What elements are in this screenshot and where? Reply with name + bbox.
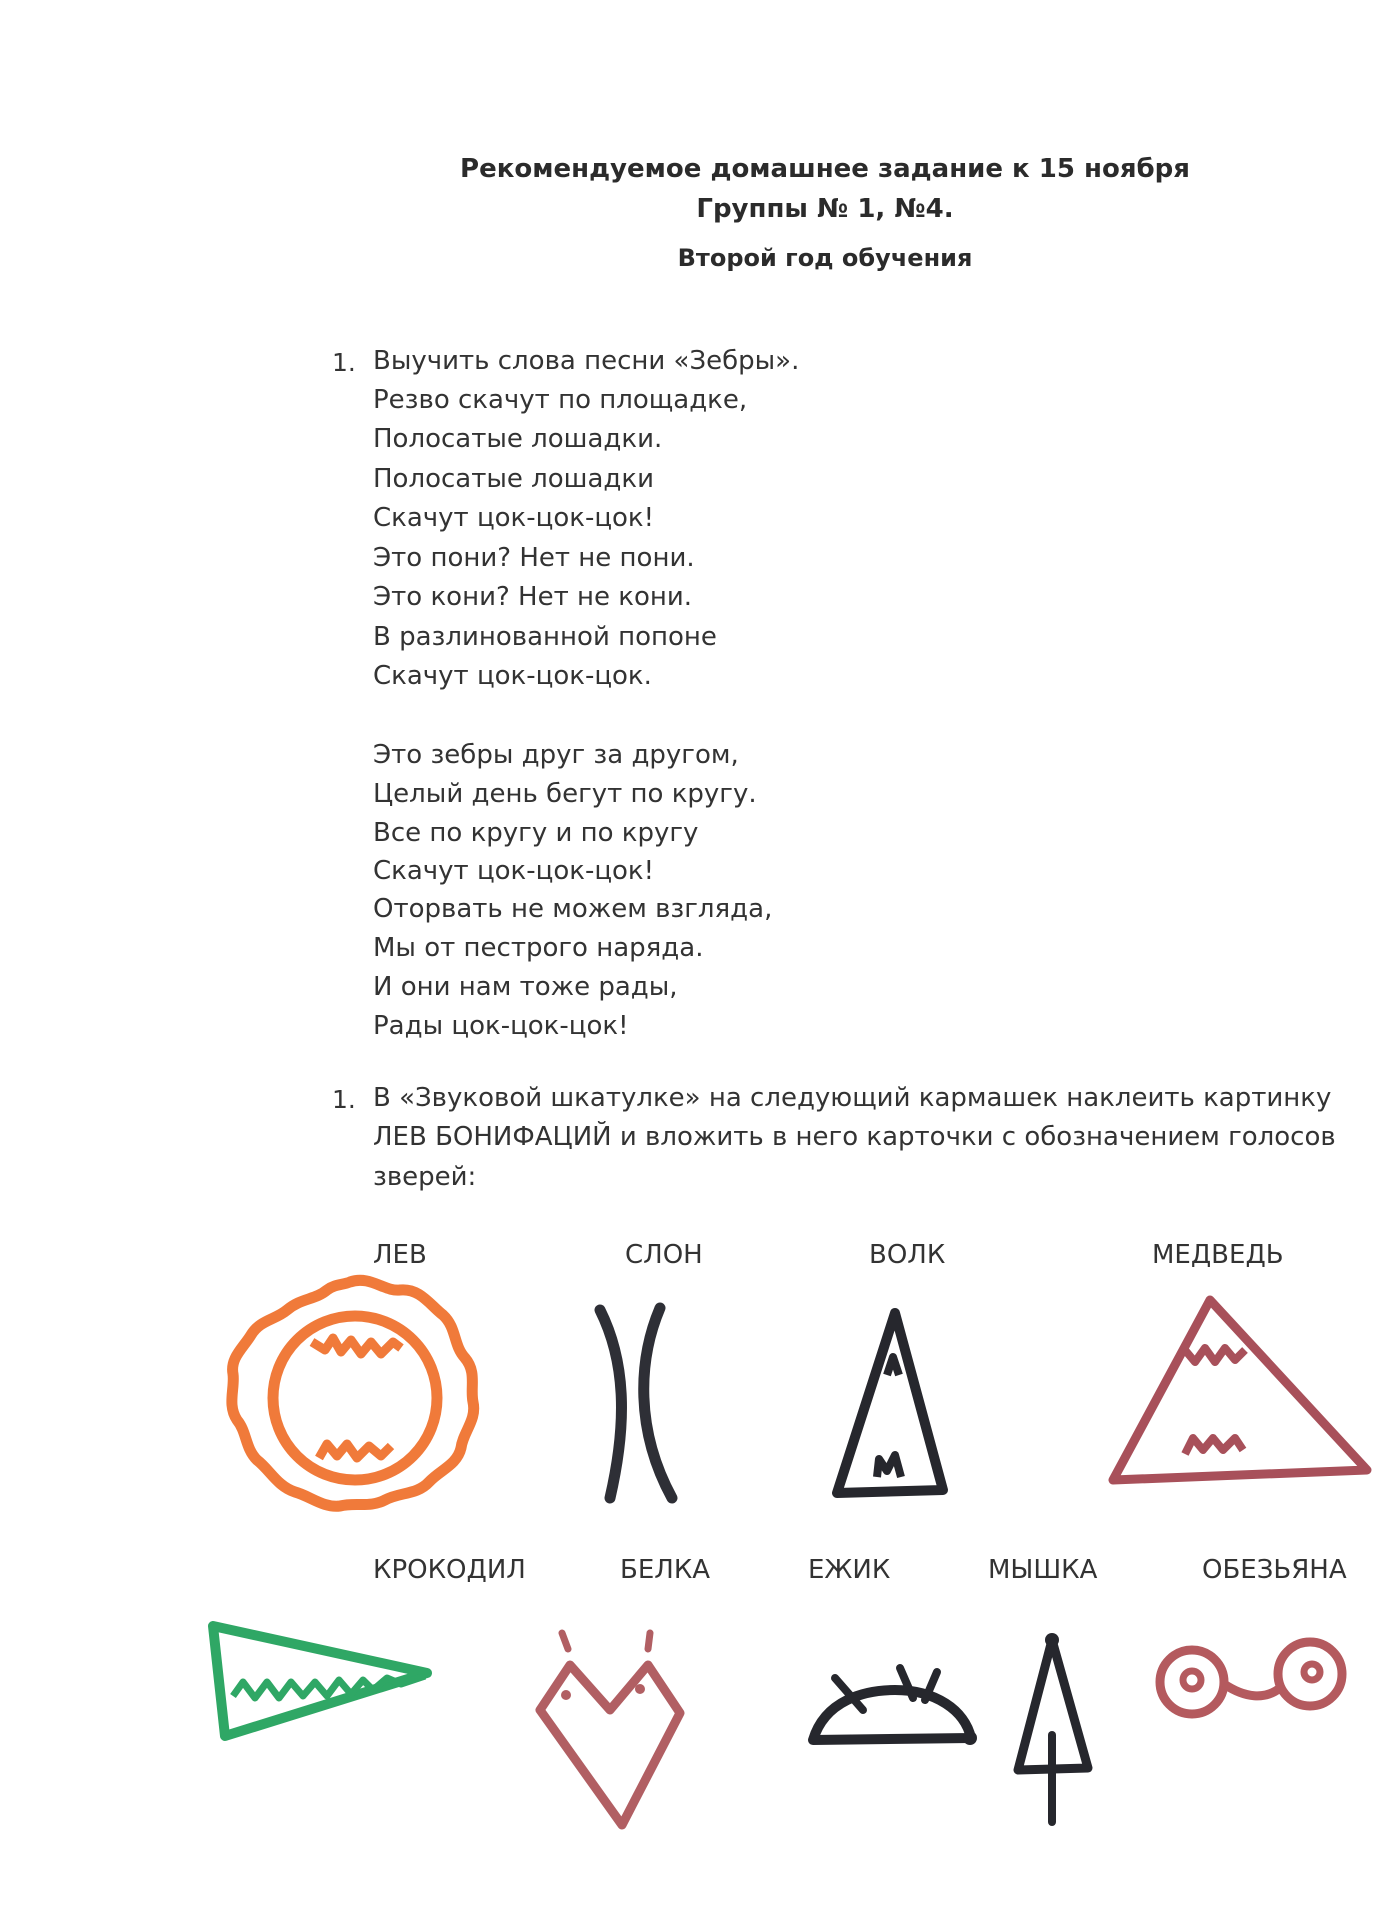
verse-line: Скачут цок-цок-цок! (373, 856, 655, 886)
lion-symbol-icon (215, 1270, 485, 1520)
verse-line: И они нам тоже рады, (373, 972, 678, 1002)
verse-line: Это кони? Нет не кони. (373, 582, 693, 612)
label-mouse: МЫШКА (988, 1555, 1098, 1585)
task2-number: 1. (332, 1085, 356, 1114)
verse-line: Скачут цок-цок-цок! (373, 503, 655, 533)
task1-intro: Выучить слова песни «Зебры». (373, 346, 800, 376)
verse-line: Это пони? Нет не пони. (373, 543, 695, 573)
wolf-symbol-icon (825, 1305, 955, 1505)
task1-number: 1. (332, 348, 356, 377)
monkey-symbol-icon (1150, 1630, 1350, 1730)
bear-symbol-icon (1105, 1290, 1375, 1490)
verse-line: Скачут цок-цок-цок. (373, 661, 652, 691)
label-monkey: ОБЕЗЬЯНА (1202, 1555, 1347, 1585)
label-elephant: СЛОН (625, 1240, 703, 1270)
hedgehog-symbol-icon (805, 1660, 985, 1760)
verse-line: Все по кругу и по кругу (373, 818, 699, 848)
verse-line: В разлинованной попоне (373, 622, 717, 652)
task2-line: ЛЕВ БОНИФАЦИЙ и вложить в него карточки с обозначением голосов (373, 1122, 1336, 1152)
squirrel-symbol-icon (530, 1625, 690, 1835)
verse-line: Полосатые лошадки (373, 464, 654, 494)
task2-line: зверей: (373, 1162, 477, 1192)
verse-line: Это зебры друг за другом, (373, 740, 739, 770)
verse-line: Оторвать не можем взгляда, (373, 894, 773, 924)
verse-line: Мы от пестрого наряда. (373, 933, 704, 963)
verse-line: Целый день бегут по кругу. (373, 779, 757, 809)
verse-line: Резво скачут по площадке, (373, 385, 748, 415)
study-year: Второй год обучения (677, 244, 973, 272)
label-squirrel: БЕЛКА (620, 1555, 711, 1585)
label-crocodile: КРОКОДИЛ (373, 1555, 526, 1585)
label-bear: МЕДВЕДЬ (1152, 1240, 1284, 1270)
page-title: Рекомендуемое домашнее задание к 15 ноября (460, 154, 1190, 184)
label-hedgehog: ЕЖИК (808, 1555, 891, 1585)
label-wolf: ВОЛК (869, 1240, 946, 1270)
mouse-symbol-icon (1010, 1630, 1100, 1830)
verse-line: Рады цок-цок-цок! (373, 1011, 629, 1041)
groups-line: Группы № 1, №4. (696, 194, 954, 224)
crocodile-symbol-icon (205, 1618, 435, 1748)
elephant-symbol-icon (590, 1300, 690, 1510)
verse-line: Полосатые лошадки. (373, 424, 663, 454)
label-lion: ЛЕВ (373, 1240, 427, 1270)
task2-line: В «Звуковой шкатулке» на следующий кармашек наклеить картинку (373, 1083, 1332, 1113)
